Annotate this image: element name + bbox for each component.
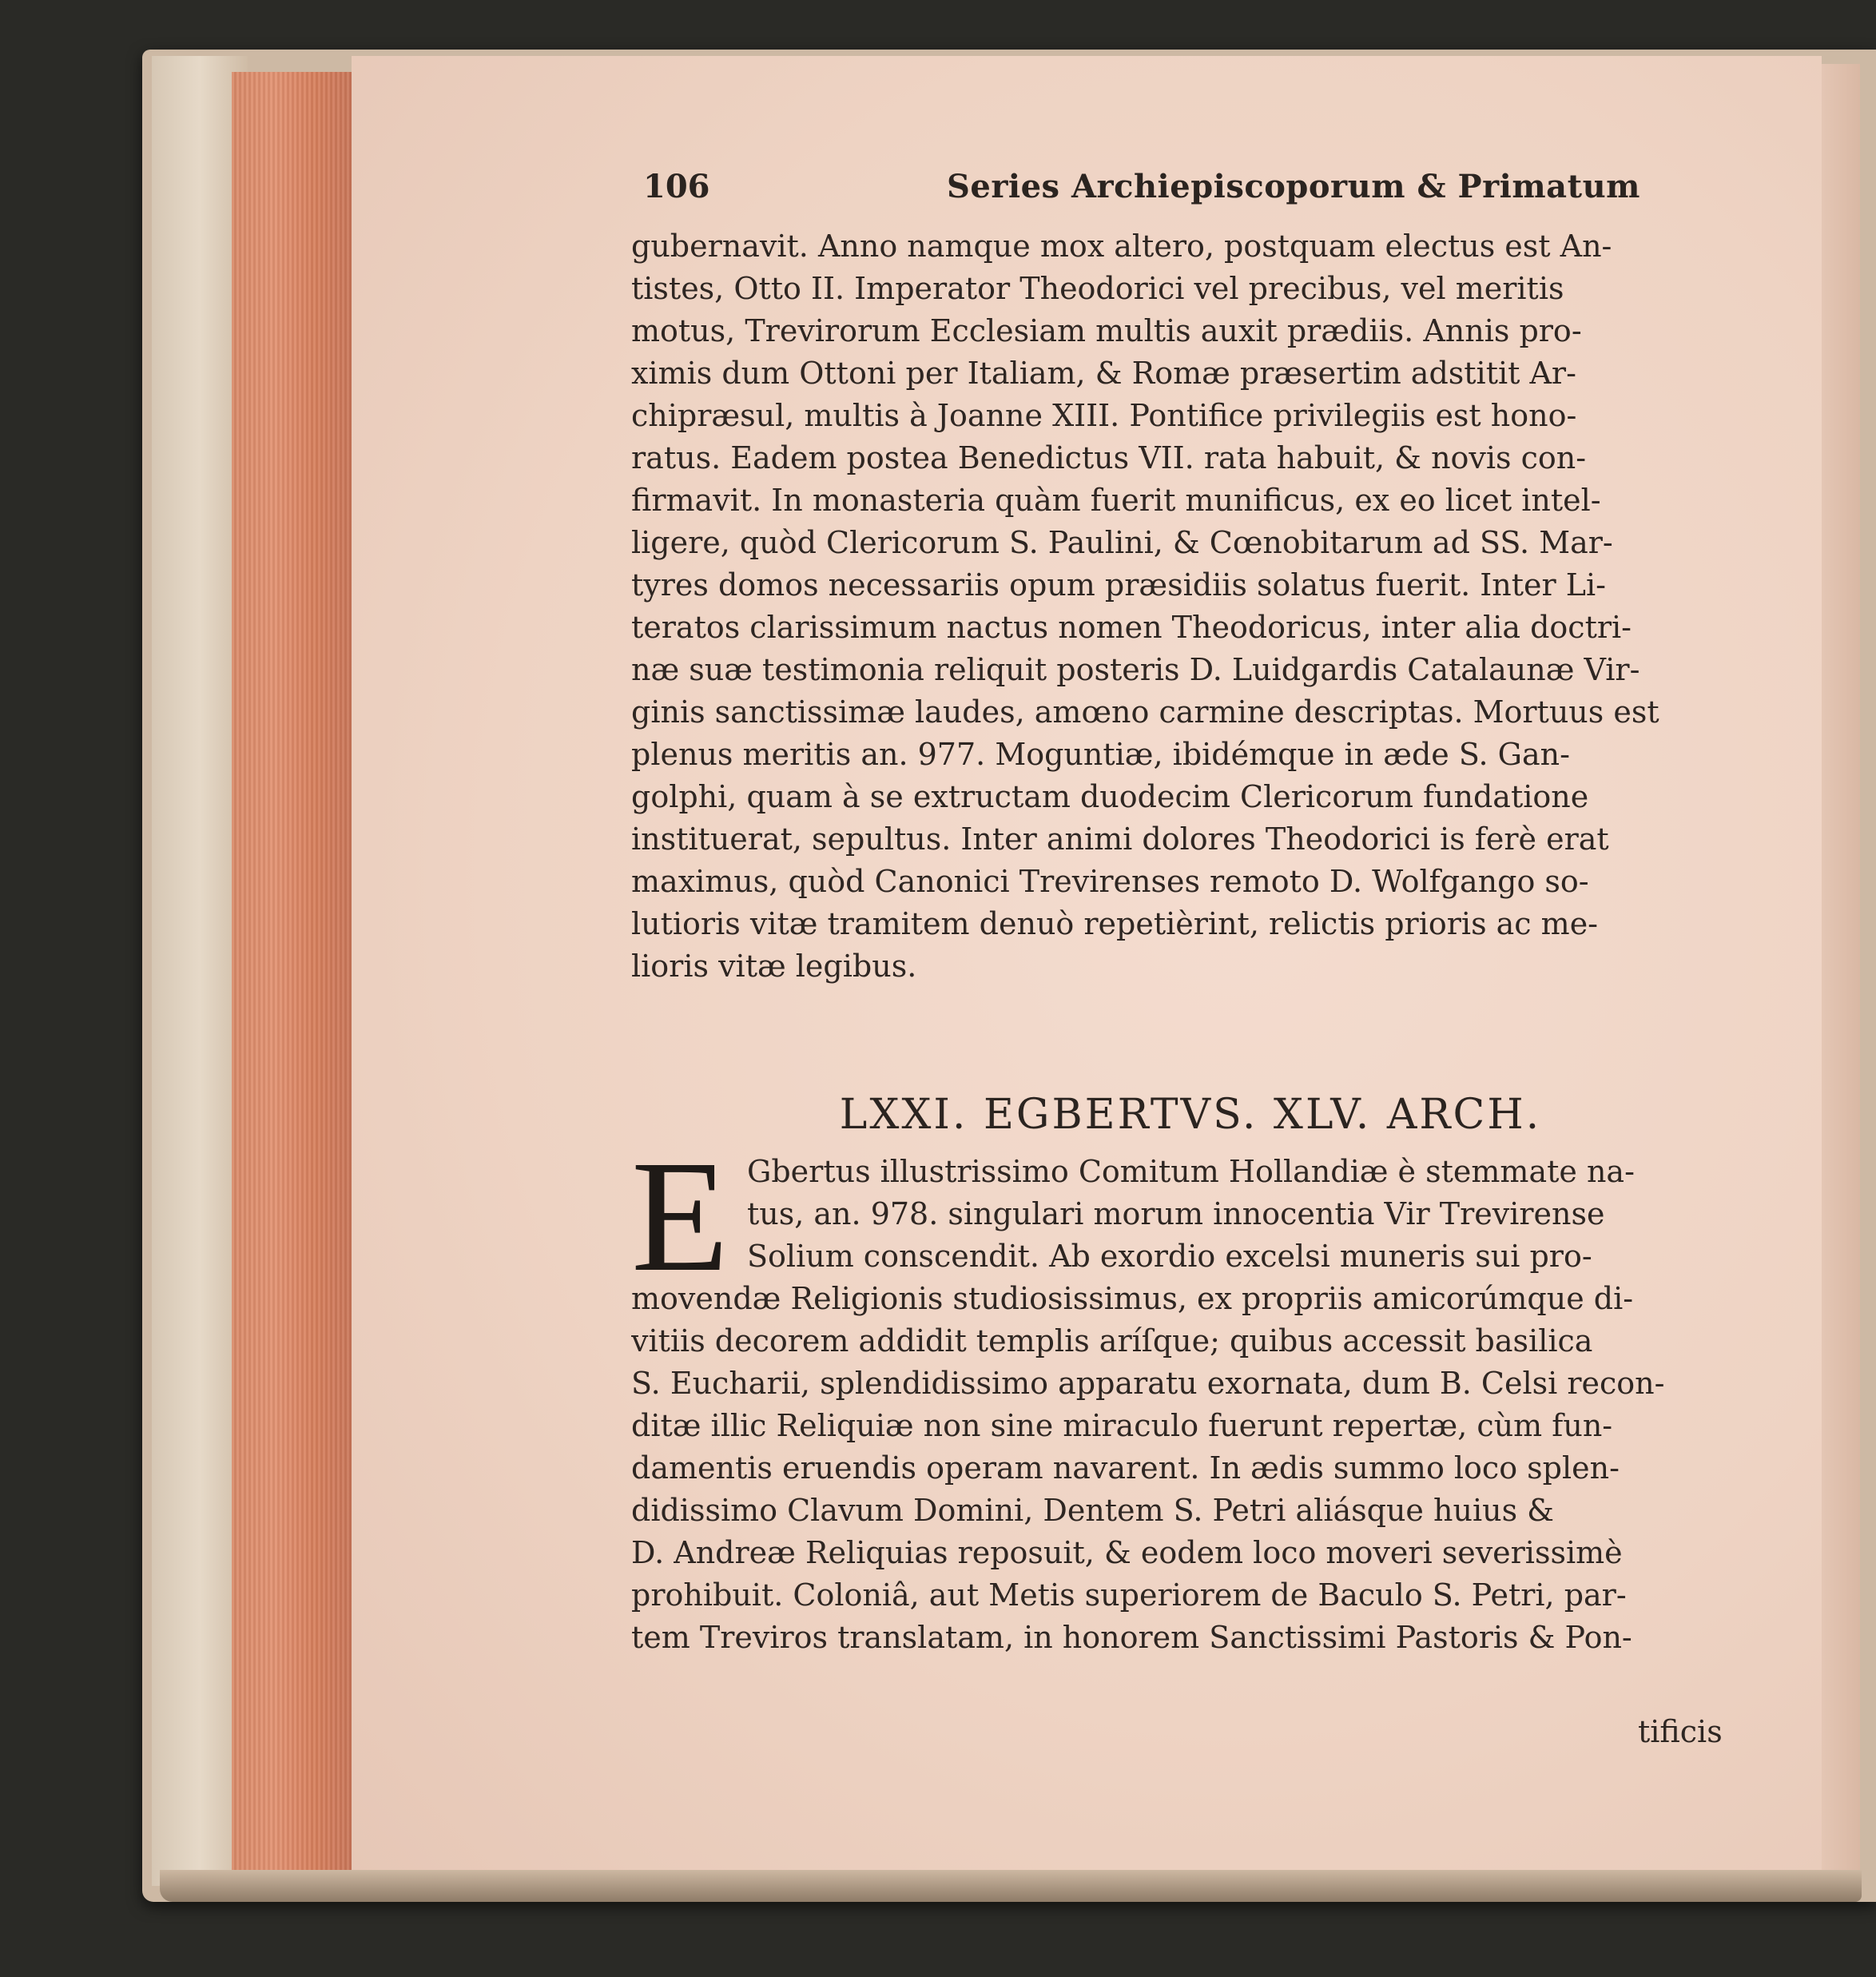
text-line: Solium conscendit. Ab exordio excelsi muneris sui pro- <box>747 1239 1592 1274</box>
text-line: prohibuit. Coloniâ, aut Metis superiorem de Baculo S. Petri, par- <box>631 1577 1627 1613</box>
text-line: maximus, quòd Canonici Trevirenses remoto D. Wolfgango so- <box>631 864 1589 899</box>
text-line: motus, Trevirorum Ecclesiam multis auxit prædiis. Annis pro- <box>631 313 1582 348</box>
book-bottom-edge <box>160 1870 1862 1902</box>
text-line: gubernavit. Anno namque mox altero, postquam electus est An- <box>631 229 1612 264</box>
text-line: næ suæ testimonia reliquit posteris D. Luidgardis Catalaunæ Vir- <box>631 652 1640 687</box>
page-header <box>643 168 1762 216</box>
text-line: ginis sanctissimæ laudes, amœno carmine descriptas. Mortuus est <box>631 694 1659 730</box>
indented-lines <box>631 1151 1750 1278</box>
text-line: movendæ Religionis studiosissimus, ex propriis amicorúmque di- <box>631 1281 1634 1316</box>
text-line: ligere, quòd Clericorum S. Paulini, & Cœnobitarum ad SS. Mar- <box>631 525 1613 560</box>
text-line: tus, an. 978. singulari morum innocentia Vir Trevirense <box>747 1196 1605 1231</box>
text-line: didissimo Clavum Domini, Dentem S. Petri aliásque huius & <box>631 1493 1554 1528</box>
text-line: ratus. Eadem postea Benedictus VII. rata habuit, & novis con- <box>631 440 1587 475</box>
running-head: Series Archiepiscoporum & Primatum <box>947 168 1640 205</box>
text-line: golphi, quam à se extructam duodecim Clericorum fundatione <box>631 779 1589 814</box>
text-line: tyres domos necessariis opum præsidiis solatus fuerit. Inter Li- <box>631 567 1606 603</box>
text-line: firmavit. In monasteria quàm fuerit munificus, ex eo licet intel- <box>631 483 1601 518</box>
text-line: Gbertus illustrissimo Comitum Hollandiæ è stemmate na- <box>747 1154 1635 1189</box>
text-line: ximis dum Ottoni per Italiam, & Romæ præsertim adstitit Ar- <box>631 356 1576 391</box>
text-line: chipræsul, multis à Joanne XIII. Pontifice privilegiis est hono- <box>631 398 1577 433</box>
text-line: D. Andreæ Reliquias reposuit, & eodem loco moveri severissimè <box>631 1535 1623 1570</box>
text-line: tistes, Otto II. Imperator Theodorici vel precibus, vel meritis <box>631 271 1564 306</box>
paragraph-1 <box>631 225 1750 988</box>
text-line: S. Eucharii, splendidissimo apparatu exornata, dum B. Celsi recon- <box>631 1366 1665 1401</box>
text-line: tem Treviros translatam, in honorem Sanctissimi Pastoris & Pon- <box>631 1620 1632 1655</box>
catchword: tificis <box>1638 1714 1723 1749</box>
paragraph-2 <box>631 1128 1750 1659</box>
text-line: damentis eruendis operam navarent. In ædis summo loco splen- <box>631 1450 1620 1486</box>
page-right-edge <box>1822 64 1860 1870</box>
text-line: plenus meritis an. 977. Moguntiæ, ibidémque in æde S. Gan- <box>631 737 1570 772</box>
drop-cap: E <box>631 1128 729 1305</box>
text-line: lutioris vitæ tramitem denuò repetièrint, relictis prioris ac me- <box>631 906 1599 941</box>
text-line: teratos clarissimum nactus nomen Theodoricus, inter alia doctri- <box>631 610 1632 645</box>
text-line: lioris vitæ legibus. <box>631 949 917 984</box>
text-line: ditæ illic Reliquiæ non sine miraculo fuerunt repertæ, cùm fun- <box>631 1408 1613 1443</box>
red-page-edge <box>232 72 352 1870</box>
page-number: 106 <box>643 168 710 205</box>
text-line: instituerat, sepultus. Inter animi dolores Theodorici is ferè erat <box>631 821 1609 857</box>
section-heading: LXXI. EGBERTVS. XLV. ARCH. <box>839 1091 1542 1139</box>
text-line: vitiis decorem addidit templis aríſque; quibus accessit basilica <box>631 1323 1593 1358</box>
